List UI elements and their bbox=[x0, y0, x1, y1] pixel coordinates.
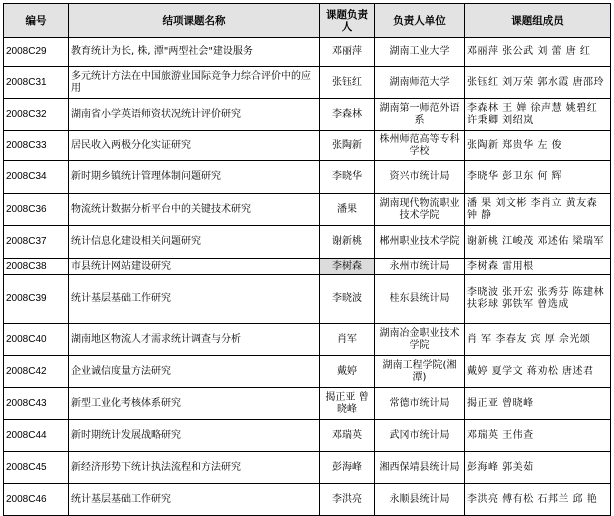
cell-unit: 资兴市统计局 bbox=[375, 161, 465, 194]
cell-members: 张钰红 刘万荣 郭水霞 唐邵玲 bbox=[465, 67, 611, 99]
cell-unit: 湘西保靖县统计局 bbox=[375, 452, 465, 484]
cell-unit: 湖南第一师范外语系 bbox=[375, 99, 465, 131]
header-unit: 负责人单位 bbox=[375, 4, 465, 38]
cell-id: 2008C32 bbox=[4, 99, 69, 131]
cell-title: 湖南省小学英语师资状况统计评价研究 bbox=[69, 99, 320, 131]
cell-owner: 揭正亚 曾晓峰 bbox=[320, 388, 375, 420]
cell-owner: 谢新桃 bbox=[320, 226, 375, 259]
cell-unit: 湖南师范大学 bbox=[375, 67, 465, 99]
table-row bbox=[4, 194, 611, 226]
cell-owner: 张陶新 bbox=[320, 131, 375, 161]
cell-title: 新时期乡镇统计管理体制问题研究 bbox=[69, 161, 320, 194]
header-title: 结项课题名称 bbox=[69, 4, 320, 38]
table-row bbox=[4, 484, 611, 516]
cell-title: 湖南地区物流人才需求统计调查与分析 bbox=[69, 324, 320, 356]
cell-members: 李晓波 张开宏 张秀芬 陈建林 扶彩球 郭铁军 曾选成 bbox=[465, 275, 611, 324]
cell-members: 揭正亚 曾晓峰 bbox=[465, 388, 611, 420]
cell-title: 物流统计数据分析平台中的关键技术研究 bbox=[69, 194, 320, 226]
cell-id: 2008C31 bbox=[4, 67, 69, 99]
header-members: 课题组成员 bbox=[465, 4, 611, 38]
table-row bbox=[4, 356, 611, 388]
cell-id: 2008C36 bbox=[4, 194, 69, 226]
cell-owner: 肖军 bbox=[320, 324, 375, 356]
cell-title: 教育统计为长, 株, 潭"两型社会"建设服务 bbox=[69, 38, 320, 67]
cell-members: 李晓华 彭卫东 何 辉 bbox=[465, 161, 611, 194]
cell-owner: 李晓华 bbox=[320, 161, 375, 194]
cell-owner: 李晓波 bbox=[320, 275, 375, 324]
cell-unit: 湖南工程学院(湘潭) bbox=[375, 356, 465, 388]
cell-title: 新时期统计发展战略研究 bbox=[69, 420, 320, 452]
cell-id: 2008C45 bbox=[4, 452, 69, 484]
cell-title: 多元统计方法在中国旅游业国际竞争力综合评价中的应用 bbox=[69, 67, 320, 99]
cell-unit: 株州师范高等专科学校 bbox=[375, 131, 465, 161]
cell-unit: 永州市统计局 bbox=[375, 259, 465, 275]
table-row bbox=[4, 275, 611, 324]
project-table bbox=[3, 3, 611, 516]
cell-members: 潘 果 刘文彬 李肖立 黄友森 钟 静 bbox=[465, 194, 611, 226]
table-row bbox=[4, 161, 611, 194]
cell-members: 戴婷 夏学文 蒋劝松 唐述君 bbox=[465, 356, 611, 388]
cell-title: 统计基层基础工作研究 bbox=[69, 484, 320, 516]
cell-members: 张陶新 郑贵华 左 俊 bbox=[465, 131, 611, 161]
cell-unit: 常德市统计局 bbox=[375, 388, 465, 420]
cell-unit: 永顺县统计局 bbox=[375, 484, 465, 516]
cell-unit: 桂东县统计局 bbox=[375, 275, 465, 324]
cell-id: 2008C37 bbox=[4, 226, 69, 259]
cell-unit: 湖南冶金职业技术学院 bbox=[375, 324, 465, 356]
cell-id: 2008C39 bbox=[4, 275, 69, 324]
cell-owner: 张钰红 bbox=[320, 67, 375, 99]
table-row bbox=[4, 420, 611, 452]
cell-unit: 郴州职业技术学院 bbox=[375, 226, 465, 259]
table-row bbox=[4, 67, 611, 99]
cell-id: 2008C43 bbox=[4, 388, 69, 420]
cell-title: 市县统计网站建设研究 bbox=[69, 259, 320, 275]
cell-owner: 彭海峰 bbox=[320, 452, 375, 484]
cell-unit: 武冈市统计局 bbox=[375, 420, 465, 452]
header-owner: 课题负责人 bbox=[320, 4, 375, 38]
cell-id: 2008C46 bbox=[4, 484, 69, 516]
table-row bbox=[4, 259, 611, 275]
cell-title: 新型工业化考核体系研究 bbox=[69, 388, 320, 420]
cell-id: 2008C34 bbox=[4, 161, 69, 194]
table-row bbox=[4, 131, 611, 161]
header-row bbox=[4, 4, 611, 38]
cell-members: 邓瑞英 王伟查 bbox=[465, 420, 611, 452]
cell-title: 企业诚信度量方法研究 bbox=[69, 356, 320, 388]
cell-unit: 湖南现代物流职业技术学院 bbox=[375, 194, 465, 226]
cell-owner: 戴婷 bbox=[320, 356, 375, 388]
cell-members: 肖 军 李春友 宾 厚 佘光颂 bbox=[465, 324, 611, 356]
cell-title: 统计信息化建设相关问题研究 bbox=[69, 226, 320, 259]
table-row bbox=[4, 99, 611, 131]
table-row bbox=[4, 388, 611, 420]
cell-owner: 潘果 bbox=[320, 194, 375, 226]
cell-title: 居民收入两极分化实证研究 bbox=[69, 131, 320, 161]
cell-title: 新经济形势下统计执法流程和方法研究 bbox=[69, 452, 320, 484]
cell-owner: 邓瑞英 bbox=[320, 420, 375, 452]
cell-members: 彭海峰 郭美茹 bbox=[465, 452, 611, 484]
cell-members: 李洪亮 傅有松 石邦兰 邱 艳 bbox=[465, 484, 611, 516]
cell-unit: 湖南工业大学 bbox=[375, 38, 465, 67]
cell-owner: 李树森 bbox=[320, 259, 375, 275]
cell-id: 2008C33 bbox=[4, 131, 69, 161]
cell-owner: 李洪亮 bbox=[320, 484, 375, 516]
cell-owner: 邓丽萍 bbox=[320, 38, 375, 67]
cell-id: 2008C44 bbox=[4, 420, 69, 452]
cell-members: 李树森 雷用根 bbox=[465, 259, 611, 275]
cell-id: 2008C40 bbox=[4, 324, 69, 356]
header-id: 编号 bbox=[4, 4, 69, 38]
table-row bbox=[4, 38, 611, 67]
table-row bbox=[4, 452, 611, 484]
table-row bbox=[4, 324, 611, 356]
table-row bbox=[4, 226, 611, 259]
cell-title: 统计基层基础工作研究 bbox=[69, 275, 320, 324]
cell-members: 邓丽萍 张公武 刘 蕾 唐 红 bbox=[465, 38, 611, 67]
cell-id: 2008C38 bbox=[4, 259, 69, 275]
cell-id: 2008C29 bbox=[4, 38, 69, 67]
cell-owner: 李森林 bbox=[320, 99, 375, 131]
cell-members: 李森林 王 婵 徐声慧 姚碧红 许秉卿 刘绍岚 bbox=[465, 99, 611, 131]
cell-id: 2008C42 bbox=[4, 356, 69, 388]
cell-members: 谢新桃 江峻茂 邓述佑 梁瑞军 bbox=[465, 226, 611, 259]
